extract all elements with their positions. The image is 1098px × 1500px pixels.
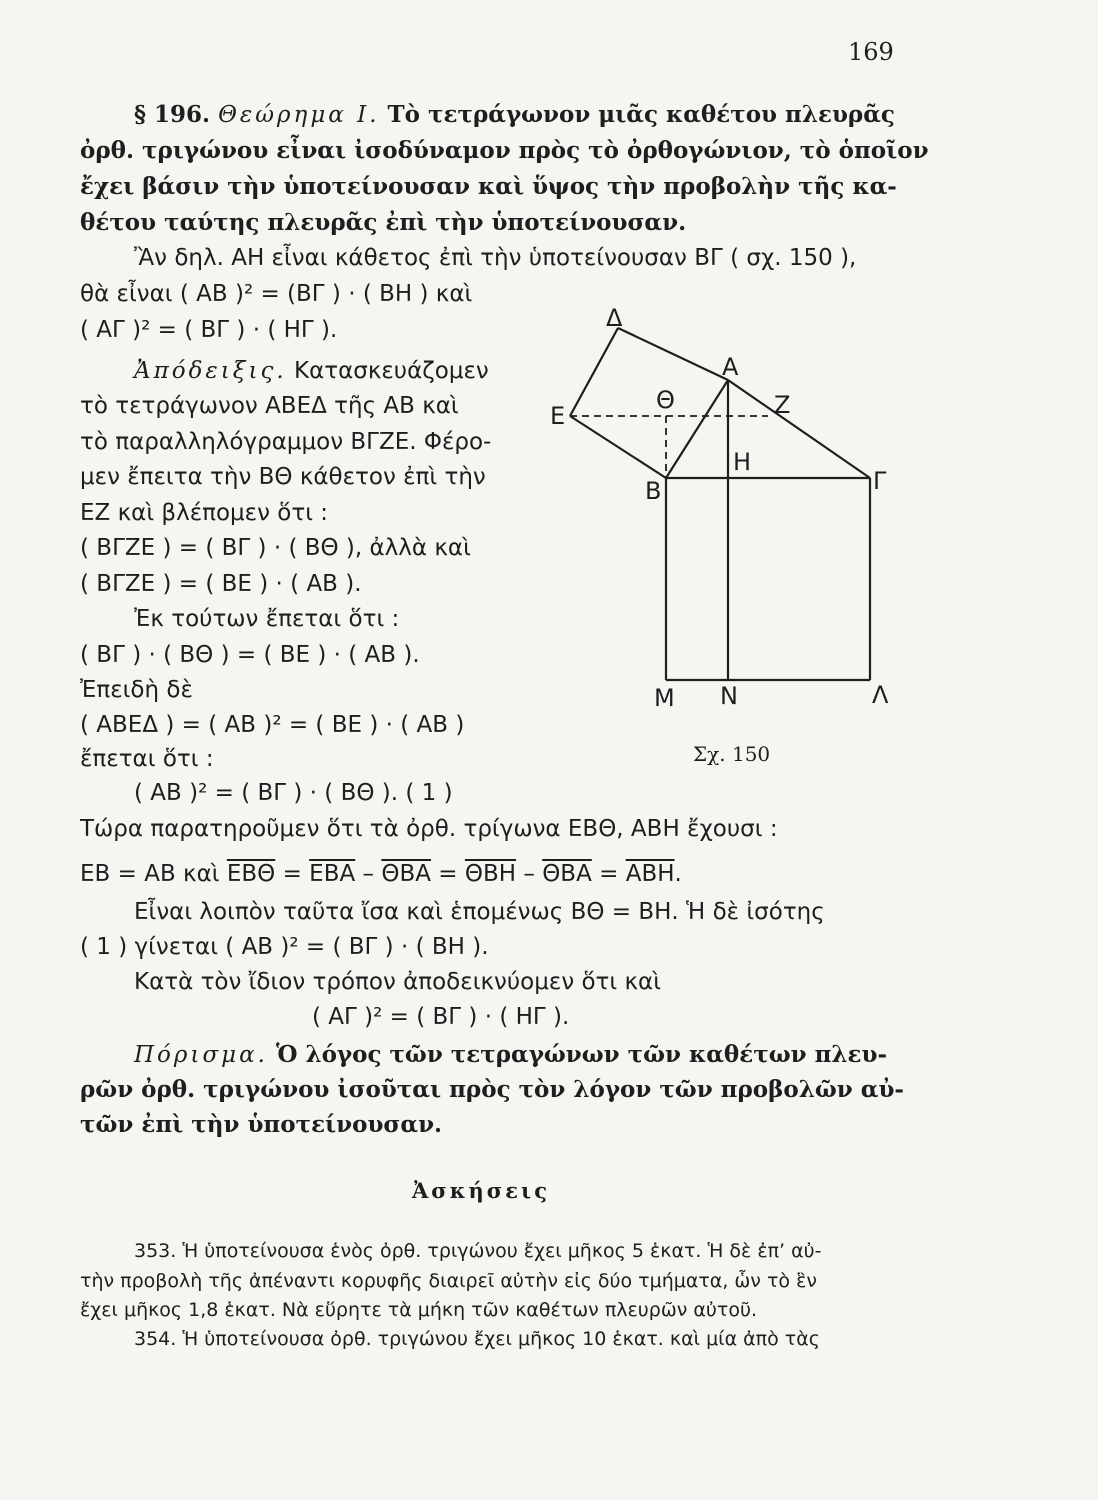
proof-line-13: ( ΑΒ )² = ( ΒΓ ) · ( ΒΘ ). ( 1 ) <box>134 780 453 806</box>
exercise-line-4: 354. Ἡ ὑποτείνουσα ὀρθ. τριγώνου ἔχει μῆκος 10 ἑκατ. καὶ μία ἀπὸ τὰς <box>134 1328 820 1350</box>
hypothesis-line-3: ( ΑΓ )² = ( ΒΓ ) · ( ΗΓ ). <box>80 317 338 343</box>
after-line-1: Εἶναι λοιπὸν ταῦτα ἴσα καὶ ἑπομένως ΒΘ = ΒΗ. Ἡ δὲ ἰσότης <box>134 899 825 925</box>
proof-line-2: τὸ τετράγωνον ΑΒΕΔ τῆς ΑΒ καὶ <box>80 393 459 419</box>
label-L: Λ <box>872 681 889 709</box>
segment-AD <box>618 328 728 380</box>
corollary-line-2: ρῶν ὀρθ. τριγώνου ἰσοῦται πρὸς τὸν λόγον τῶν προβολῶν αὐ- <box>80 1076 904 1103</box>
proof-line-5: ΕΖ καὶ βλέπομεν ὅτι : <box>80 500 329 526</box>
theorem-statement-4: θέτου ταύτης πλευρᾶς ἐπὶ τὴν ὑποτείνουσαν. <box>80 209 687 236</box>
after-line-3: Κατὰ τὸν ἴδιον τρόπον ἀποδεικνύομεν ὅτι καὶ <box>134 969 661 995</box>
segment-DE <box>570 328 618 416</box>
exercise-line-2: τὴν προβολὴ τῆς ἀπέναντι κορυφῆς διαιρεῖ αὐτὴν εἰς δύο τμήματα, ὧν τὸ ἓν <box>80 1270 817 1292</box>
label-G: Γ <box>873 467 887 495</box>
label-M: Μ <box>654 684 675 712</box>
angle-ThBA-2: $\overline{\Theta BA}$ <box>542 861 592 887</box>
angle-ThBA: $\overline{\Theta BA}$ <box>381 861 431 887</box>
label-E: Ε <box>550 402 566 430</box>
proof-line-3: τὸ παραλληλόγραμμον ΒΓΖΕ. Φέρο- <box>80 429 492 455</box>
hypothesis-line-2: θὰ εἶναι ( ΑΒ )² = (ΒΓ ) · ( ΒΗ ) καὶ <box>80 281 473 307</box>
theorem-statement-2: ὀρθ. τριγώνου εἶναι ἰσοδύναμον πρὸς τὸ ὀρθογώνιον, τὸ ὁποῖον <box>80 137 929 164</box>
page-number: 169 <box>848 38 894 66</box>
label-N: Ν <box>720 682 738 710</box>
equals-sign: = <box>430 861 465 887</box>
angle-EBA: $\overline{EBA}$ <box>309 861 356 887</box>
proof-line-9: ( ΒΓ ) · ( ΒΘ ) = ( ΒΕ ) · ( ΑΒ ). <box>80 642 420 668</box>
period: . <box>674 861 682 887</box>
proof-line-10: Ἐπειδὴ δὲ <box>80 677 193 703</box>
angle-ThBH: $\overline{\Theta BH}$ <box>464 861 517 887</box>
segment-AB <box>666 380 728 478</box>
label-B: Β <box>645 477 662 505</box>
proof-line-4: μεν ἔπειτα τὴν ΒΘ κάθετον ἐπὶ τὴν <box>80 464 486 490</box>
minus-sign: – <box>516 861 543 887</box>
equals-sign: = <box>591 861 626 887</box>
section-number: § 196. <box>134 101 211 128</box>
after-line-4: ( ΑΓ )² = ( ΒΓ ) · ( ΗΓ ). <box>312 1004 570 1030</box>
exercise-line-1: 353. Ἡ ὑποτείνουσα ἑνὸς ὀρθ. τριγώνου ἔχει μῆκος 5 ἑκατ. Ἡ δὲ ἐπ’ αὐ- <box>134 1240 822 1262</box>
label-A: Α <box>722 353 739 381</box>
theorem-statement-1: Τὸ τετράγωνον μιᾶς καθέτου πλευρᾶς <box>387 101 895 128</box>
hypothesis-line-1: Ἂν δηλ. ΑΗ εἶναι κάθετος ἐπὶ τὴν ὑποτείνουσαν ΒΓ ( σχ. 150 ), <box>134 245 857 271</box>
proof-line-8: Ἐκ τούτων ἔπεται ὅτι : <box>134 606 400 632</box>
theorem-statement-3: ἔχει βάσιν τὴν ὑποτείνουσαν καὶ ὕψος τὴν προβολὴν τῆς κα- <box>80 173 897 200</box>
proof-text-1: Κατασκευάζομεν <box>293 358 489 384</box>
proof-label: Ἀπόδειξις. <box>134 358 287 384</box>
equals-sign: = <box>275 861 310 887</box>
corollary-line-3: τῶν ἐπὶ τὴν ὑποτείνουσαν. <box>80 1111 443 1138</box>
theorem-label: Θεώρημα Ι. <box>218 102 380 128</box>
corollary-text-1: Ὁ λόγος τῶν τετραγώνων τῶν καθέτων πλευ- <box>275 1041 888 1068</box>
exercise-line-3: ἔχει μῆκος 1,8 ἑκατ. Νὰ εὕρητε τὰ μήκη τῶν καθέτων πλευρῶν αὐτοῦ. <box>80 1299 758 1321</box>
exercises-heading: Ἀσκήσεις <box>412 1178 550 1203</box>
proof-line-7: ( ΒΓΖΕ ) = ( ΒΕ ) · ( ΑΒ ). <box>80 571 362 597</box>
proof-line-14: Τώρα παρατηροῦμεν ὅτι τὰ ὀρθ. τρίγωνα ΕΒΘ, ΑΒΗ ἔχουσι : <box>80 816 778 842</box>
label-Th: Θ <box>656 386 675 414</box>
proof-line-11: ( ΑΒΕΔ ) = ( ΑΒ )² = ( ΒΕ ) · ( ΑΒ ) <box>80 712 465 738</box>
label-H: Η <box>733 448 752 476</box>
proof-line-6: ( ΒΓΖΕ ) = ( ΒΓ ) · ( ΒΘ ), ἀλλὰ καὶ <box>80 535 471 561</box>
figure-caption: Σχ. 150 <box>693 742 771 766</box>
corollary-label: Πόρισμα. <box>134 1042 268 1068</box>
proof-line-12: ἔπεται ὅτι : <box>80 746 214 772</box>
minus-sign: – <box>355 861 382 887</box>
segment-EB <box>570 416 666 478</box>
angle-eq-prefix: ΕΒ = ΑΒ καὶ <box>80 861 227 887</box>
angle-ABH: $\overline{ABH}$ <box>625 861 675 887</box>
label-Z: Ζ <box>774 391 791 419</box>
label-D: Δ <box>606 304 623 332</box>
angle-EBTh: $\overline{EB\Theta}$ <box>226 861 276 887</box>
after-line-2: ( 1 ) γίνεται ( ΑΒ )² = ( ΒΓ ) · ( ΒΗ ). <box>80 934 489 960</box>
